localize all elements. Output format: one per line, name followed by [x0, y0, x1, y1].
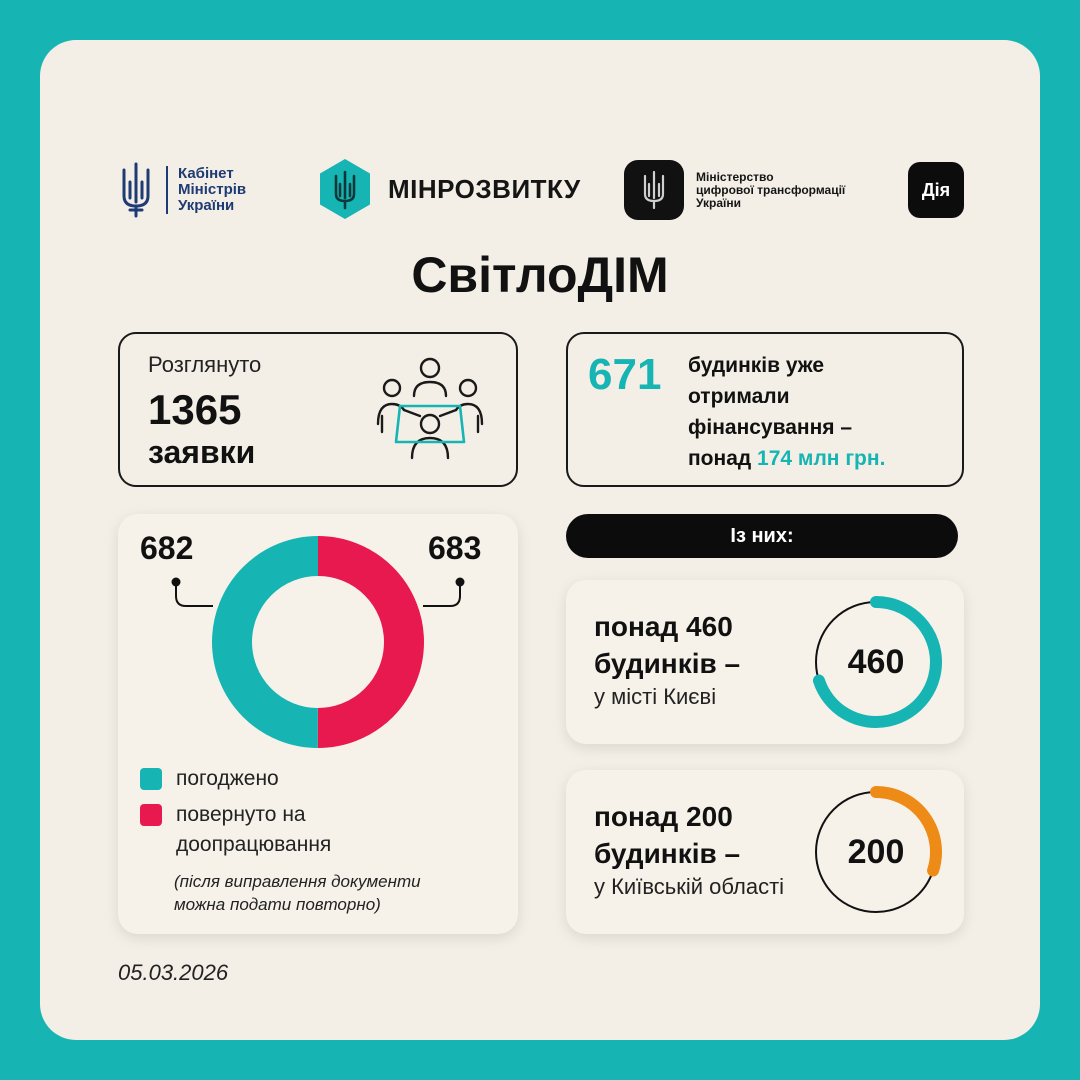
legend-swatch-red	[140, 804, 162, 826]
legend-swatch-teal	[140, 768, 162, 790]
donut-label-returned: 683	[428, 530, 482, 566]
kyiv-line1: понад 460	[594, 611, 733, 642]
minrozvytku-logo-text: МІНРОЗВИТКУ	[388, 173, 581, 204]
mintsyfra-icon	[624, 160, 684, 220]
date-stamp: 05.03.2026	[118, 960, 229, 985]
donut-slice-returned	[318, 556, 404, 728]
region-card	[566, 770, 964, 934]
leader-dot-returned	[456, 578, 465, 587]
leader-dot-approved	[172, 578, 181, 587]
meeting-people-icon	[370, 354, 490, 464]
funded-line2: отримали	[688, 385, 790, 408]
funded-number: 671	[588, 350, 662, 399]
mintsyfra-logo	[624, 160, 845, 220]
note-line2: можна подати повторно)	[174, 895, 381, 914]
kyiv-sub: у місті Києві	[594, 684, 717, 709]
funded-line4-prefix: понад	[688, 447, 758, 470]
funded-amount: 174 млн грн.	[757, 447, 886, 470]
region-value: 200	[847, 832, 905, 871]
kyiv-value: 460	[847, 642, 905, 681]
cabinet-logo-line1: Кабінет	[178, 165, 234, 182]
mintsyfra-line1: Міністерство	[696, 169, 774, 184]
hexagon-trident-icon	[318, 158, 372, 220]
cabinet-logo	[118, 162, 246, 218]
funded-line3: фінансування –	[688, 416, 853, 439]
minrozvytku-logo	[318, 158, 581, 220]
donut-label-approved: 682	[140, 530, 194, 566]
cabinet-logo-line2: Міністрів	[178, 181, 247, 198]
of-them-pill: Із них:	[566, 514, 958, 558]
reviewed-box	[118, 332, 518, 487]
leader-line-returned	[423, 582, 460, 606]
mintsyfra-line2: цифрової трансформації	[696, 182, 846, 197]
kyiv-card	[566, 580, 964, 744]
note-line1: (після виправлення документи	[174, 872, 421, 891]
funded-box	[566, 332, 964, 487]
legend-note	[174, 870, 421, 916]
legend-returned-line1: повернуто на	[176, 803, 306, 826]
region-sub: у Київській області	[594, 874, 785, 899]
reviewed-number: 1365	[148, 386, 242, 433]
donut-slice-approved	[232, 556, 318, 728]
legend-approved-text: погоджено	[176, 767, 279, 790]
region-line2: будинків –	[594, 838, 741, 869]
cabinet-logo-line3: України	[178, 197, 235, 214]
donut-chart-card	[118, 514, 518, 934]
trident-icon	[118, 162, 154, 218]
reviewed-label: Розглянуто	[148, 352, 262, 377]
mintsyfra-line3: України	[696, 195, 742, 210]
page-title: СвітлоДІМ	[411, 247, 669, 303]
funded-line1: будинків уже	[688, 354, 825, 377]
reviewed-unit: заявки	[148, 434, 256, 470]
logo-row	[40, 158, 1040, 228]
kyiv-line2: будинків –	[594, 648, 741, 679]
leader-line-approved	[176, 582, 213, 606]
region-line1: понад 200	[594, 801, 733, 832]
legend-returned-line2: доопрацювання	[176, 833, 332, 856]
infographic-card	[40, 40, 1040, 1040]
diia-logo: Дія	[908, 162, 964, 218]
